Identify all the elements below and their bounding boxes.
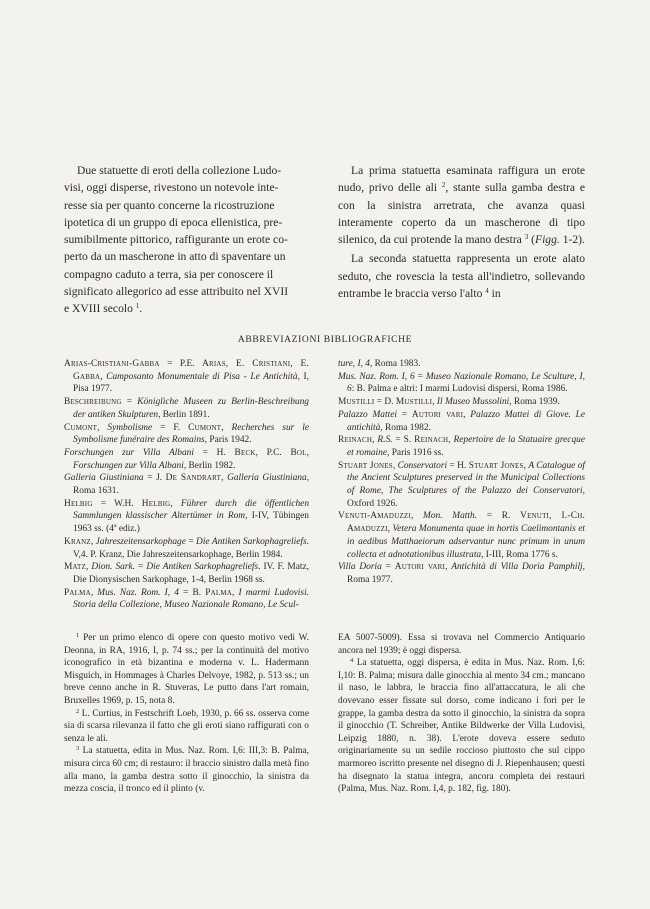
footnote-number: 3	[76, 745, 80, 753]
abbr-eq: =	[381, 562, 395, 573]
abbr-kit: , Jahreszeitensarkophage	[90, 536, 186, 547]
footnote-text: La statuetta, oggi dispersa, è edita in Mus. Naz. Rom. I,6: I,10: B. Palma; misura dalle ginocchia al mento 34 cm.; mancano il naso, le labbra, le braccia fino all'attaccatura, le ali che dovevano esser fissate sul dorso, come indicano i fori per le grappe, la gamba destra da sotto il ginocchio, la sinistra da sopra il ginocchio (T. Schreiber, Antike Bildwerke der Villa Ludovisi, Leipzig 1880, n. 38). L'erote doveva essere seduto originariamente su un sedile roccioso piuttosto che sul cippo marmoreo iscritto presente nel disegno di J. Riepenhausen; questi ha disegnato la statua integra, ancora completa dei restauri (Palma, Mus. Naz. Rom. I,4, p. 182, fig. 180).	[338, 658, 585, 795]
text-line: e XVIII secolo	[64, 302, 133, 316]
abbr-k: Kranz	[64, 536, 91, 547]
abbreviation-entry	[338, 358, 585, 371]
abbr-rest: , Roma 1977.	[347, 562, 585, 585]
text-line: resse sia per quanto concerne la ricostruzione	[64, 198, 275, 212]
figure-ref: Figg.	[535, 233, 560, 247]
abbreviation-entry	[338, 510, 585, 561]
abbr-kit: Villa Doria	[338, 562, 382, 573]
footnote-ref-1[interactable]: 1	[135, 302, 140, 311]
abbr-eq: = J.	[143, 473, 166, 484]
text-run: , stante sulla gamba destra e con la sinistra arretrata, che avanza quasi interamente coperto da un mascherone di tipo silenico, da cui protende la mano destra	[338, 181, 585, 247]
abbr-kit: , Conservatori	[392, 460, 448, 471]
abbr-eq: = D.	[374, 397, 396, 408]
abbr-kit: , Symbolisme	[97, 422, 153, 433]
abbr-eq: = P.E.	[159, 359, 203, 369]
separator: ,	[448, 435, 454, 446]
abbreviation-entry	[338, 434, 585, 459]
footnote-ref-3[interactable]: 3	[524, 233, 529, 242]
footnotes-right-column	[338, 632, 585, 796]
footnote-4	[338, 657, 585, 796]
abbr-eq: = S.	[392, 435, 415, 446]
abbr-it: Forschungen zur Villa Albani	[73, 460, 184, 471]
text-run: La prima statuetta esaminata raffigura un erote nudo, privo delle ali	[338, 164, 585, 195]
section-heading: ABBREVIAZIONI BIBLIOGRAFICHE	[237, 334, 413, 345]
separator: ,	[232, 587, 239, 598]
abbr-rest: . IV. F. Matz, Die Dionysischen Sarkophage, 1-4, Berlin 1968 ss.	[73, 562, 309, 585]
abbreviation-entry	[64, 422, 309, 447]
abbreviation-entry	[338, 371, 585, 396]
abbreviation-entry	[64, 561, 309, 586]
separator: ,	[523, 460, 529, 471]
abbr-a: Cumont	[188, 422, 222, 433]
text-line: sumibilmente pittorico, raffigurante un erote co-	[64, 233, 288, 247]
footnote-text: L. Curtius, in Festschrift Loeb, 1930, p. 66 ss. osserva come sia di scarsa rilevanza il fatto che gli eroti siano raffigurati con o senza le ali.	[64, 708, 310, 744]
abbr-it: Il Museo Mussolini	[436, 397, 510, 408]
abbr-k: Cumont	[64, 422, 98, 433]
abbr-kit: , Mus. Naz. Rom. I, 4	[90, 587, 179, 598]
text-run: La seconda statuetta rappresenta un erote alato seduto, che rovescia la testa all'indietro, sollevando entrambe le braccia verso l'alto	[338, 252, 585, 301]
separator: ,	[221, 422, 232, 433]
intro-paragraph-2	[338, 250, 585, 302]
abbr-rest: , Berlin 1982.	[183, 460, 236, 471]
separator: ,	[306, 447, 309, 458]
abbr-a: Palma	[205, 587, 233, 598]
abbr-eq: = H.	[193, 447, 235, 458]
abbr-rest: , I-IV, Tübingen 1963 ss. (4ª ediz.)	[73, 511, 309, 535]
abbr-rest: , Paris 1916 ss.	[387, 447, 444, 458]
abbr-kit: ture, I, 4	[338, 359, 370, 369]
abbr-k: Beschreibung	[64, 397, 122, 408]
abbr-k: Mustilli	[338, 397, 375, 408]
abbr-it: Palazzo Mattei di Giove. Le antichità	[347, 409, 585, 433]
text-run: in	[488, 287, 501, 301]
footnote-ref-4[interactable]: 4	[485, 287, 489, 296]
footnote-2	[64, 708, 309, 746]
abbr-it: Vetera Monumenta quae in hortis Caelimontanis et in aedibus Matthaeiorum adservantur nunc primum in unum collecta et adnotationibus illustrata	[347, 524, 586, 560]
abbr-a: Venuti, I.-Ch. Amaduzzi	[347, 511, 585, 535]
abbr-it: Galleria Giustiniana	[227, 473, 307, 484]
abbreviations-right-column	[338, 358, 585, 587]
text-run: 1-2).	[559, 233, 585, 247]
abbreviation-entry	[338, 396, 585, 409]
abbr-eq: =	[121, 397, 138, 408]
abbr-k: Arias-Cristiani-Gabba	[64, 359, 160, 369]
abbr-rest: , Berlin 1891.	[158, 409, 210, 420]
abbr-eq: =	[185, 536, 197, 547]
abbr-it: Führer durch die öffentlichen Sammlungen klassischer Altertümer in Rom	[73, 498, 310, 522]
text-line: Due statuette di eroti della collezione Ludo-	[77, 164, 282, 177]
abbreviation-entry	[64, 396, 309, 421]
footnote-3-continued	[338, 632, 585, 657]
abbr-k: Stuart Jones	[338, 460, 393, 471]
abbreviation-entry	[338, 460, 585, 511]
intro-left-column	[64, 162, 309, 318]
abbreviation-entry	[64, 447, 309, 472]
footnote-number: 2	[76, 707, 80, 715]
footnote-ref-2[interactable]: 2	[441, 181, 446, 190]
separator: ,	[221, 473, 228, 484]
abbr-eq: =	[135, 562, 147, 573]
abbr-a: Mustilli	[395, 397, 433, 408]
abbr-eq: = B.	[178, 587, 206, 598]
separator: ,	[387, 524, 393, 535]
abbreviation-entry	[338, 561, 585, 586]
separator: ,	[100, 371, 107, 382]
text-line: significato allegorico ad esse attribuito nel XVII	[64, 285, 289, 299]
abbr-rest: , I, Pisa 1977.	[73, 371, 310, 395]
abbr-eq: = H.	[447, 460, 469, 471]
footnote-1	[64, 632, 309, 708]
footnote-text: EA 5007-5009). Essa si trovava nel Commercio Antiquario ancora nel 1939; è oggi dispersa.	[338, 633, 585, 656]
abbr-eq: = W.H.	[92, 498, 142, 509]
abbreviations-left-column	[64, 358, 309, 612]
abbr-a: Arias, E. Cristiani, E. Gabba	[73, 359, 310, 382]
abbr-eq: = F.	[152, 422, 189, 433]
footnote-number: 1	[76, 632, 80, 639]
abbr-k: Helbig	[64, 498, 93, 509]
abbr-rest: , Roma 1983.	[369, 359, 421, 369]
abbr-a: De Sandrart	[165, 473, 222, 484]
abbreviation-entry	[64, 358, 309, 396]
abbr-k: Palma	[64, 587, 91, 598]
abbreviation-entry	[338, 409, 585, 434]
abbr-a2: Bol	[290, 447, 307, 458]
abbr-rest: , Oxford 1926.	[347, 486, 585, 509]
abbr-rest: , Roma 1939.	[509, 397, 560, 408]
abbr-kit: , Dion. Sark.	[85, 562, 135, 573]
abbr-rest: , Roma 1631.	[73, 473, 310, 497]
abbr-a: Autori vari	[411, 409, 464, 420]
abbr-a: Stuart Jones	[468, 460, 524, 471]
footnotes-left-column	[64, 632, 309, 796]
abbr-it: Recherches sur le Symbolisme funéraire des Romains	[73, 422, 309, 446]
abbr-it: A Catalogue of the Ancient Sculptures preserved in the Municipal Collections of Rome, The Sculptures of the Palazzo dei Conservatori	[347, 460, 586, 497]
intro-paragraph-left: Due statuette di eroti della collezione Ludo- visi, oggi disperse, rivestono un notevole inte- resse sia per quanto concerne la ricostruzione ipotetica di un gruppo di epoca ellenistica, pre- sumibilmente pittorico, raffigurante un erote co- perto da un mascherone in atto di spaventare un compagno caduto a terra, sia per conoscere il significato allegorico ad esse attribuito nel XVII e XVIII secolo $^1$.	[64, 164, 289, 316]
abbr-k: Venuti-Amaduzzi	[338, 511, 411, 522]
intro-right-column	[338, 162, 585, 302]
separator: ,	[463, 409, 471, 420]
footnote-text: Per un primo elenco di opere con questo motivo vedi W. Deonna, in RA, 1916, I, p. 74 ss.; per la continuità del motivo iconografico in età bizantina e moderna v. L. Hadermann Misguich, in Hommages à Charles Delvoye, 1982, p. 513 ss.; un breve cenno anche in R. Stuveras, Le putto dans l'art romain, Bruxelles 1969, p. 15, nota 8.	[64, 633, 310, 706]
abbr-rest: , Paris 1942.	[204, 435, 252, 446]
text-line: perto da un mascherone in atto di spaventare un	[64, 250, 286, 264]
intro-paragraph-1	[338, 162, 585, 248]
text-line: compagno caduto a terra, sia per conoscere il	[64, 267, 274, 281]
abbr-eq: =	[396, 409, 412, 420]
abbr-rest: , I-III, Roma 1776 s.	[481, 549, 558, 560]
abbr-rest: . V,4. P. Kranz, Die Jahreszeitensarkophage, Berlin 1984.	[73, 536, 309, 560]
abbr-it: Königliche Museen zu Berlin-Beschreibung der antiken Skulpturen	[73, 397, 309, 420]
text-line: ipotetica di un gruppo di epoca ellenistica, pre-	[64, 215, 283, 229]
abbr-rest: , Roma 1982.	[380, 422, 431, 433]
abbreviation-entry	[64, 498, 309, 536]
abbr-kit: , Mon. Matth.	[410, 511, 478, 522]
abbr-it: Repertoire de la Statuaire grecque et romaine	[347, 435, 585, 458]
separator: ,	[445, 562, 452, 573]
abbr-a: Autori vari	[394, 562, 446, 573]
abbreviation-entry	[64, 536, 309, 561]
abbr-it2: , P.C.	[255, 447, 291, 458]
text-line: visi, oggi disperse, rivestono un notevole inte-	[64, 181, 279, 195]
footnote-3	[64, 745, 309, 795]
abbr-kit: Mus. Naz. Rom. I, 6	[338, 371, 415, 382]
abbr-eq: = R.	[477, 511, 521, 522]
separator: ,	[170, 498, 181, 509]
abbr-it: Die Antiken Sarkophagreliefs	[196, 536, 307, 547]
abbr-kit: Forschungen zur Villa Albani	[64, 447, 194, 458]
footnote-text: La statuetta, edita in Mus. Naz. Rom. I,6: III,3: B. Palma, misura circa 60 cm; di restauro: il braccio sinistro dalla metà fino alla mano, la gamba destra sotto il ginocchio, la sinistra da mezza coscia, il tronco ed il plinto (v.	[64, 746, 309, 795]
separator: ,	[432, 397, 437, 408]
abbr-it: Camposanto Monumentale di Pisa - Le Antichità	[106, 371, 298, 382]
footnote-number: 4	[350, 657, 354, 665]
abbr-it: I marmi Ludovisi. Storia della Collezione, Museo Nazionale Romano, Le Scul-	[73, 587, 310, 611]
text-run: (	[528, 233, 535, 247]
abbr-a: Helbig	[141, 498, 171, 509]
abbr-it: Antichità di Villa Doria Pamphilj	[451, 562, 583, 573]
abbr-kit: Galleria Giustiniana	[64, 473, 144, 484]
abbr-kit: Palazzo Mattei	[338, 409, 397, 420]
abbr-kit: , R.S.	[372, 435, 393, 446]
abbr-a: Reinach	[414, 435, 449, 446]
abbr-it: Die Antiken Sarkophagreliefs	[146, 562, 259, 573]
abbr-k: Matz	[64, 562, 86, 573]
abbr-eq: =	[414, 371, 426, 382]
abbreviation-entry	[64, 472, 309, 497]
abbr-k: Reinach	[338, 435, 373, 446]
abbr-it: Museo Nazionale Romano, Le Sculture, I, 6	[347, 371, 586, 395]
abbr-a: Beck	[234, 447, 256, 458]
abbr-rest: : B. Palma e altri: I marmi Ludovisi dispersi, Roma 1986.	[351, 384, 568, 395]
abbreviation-entry	[64, 587, 309, 612]
